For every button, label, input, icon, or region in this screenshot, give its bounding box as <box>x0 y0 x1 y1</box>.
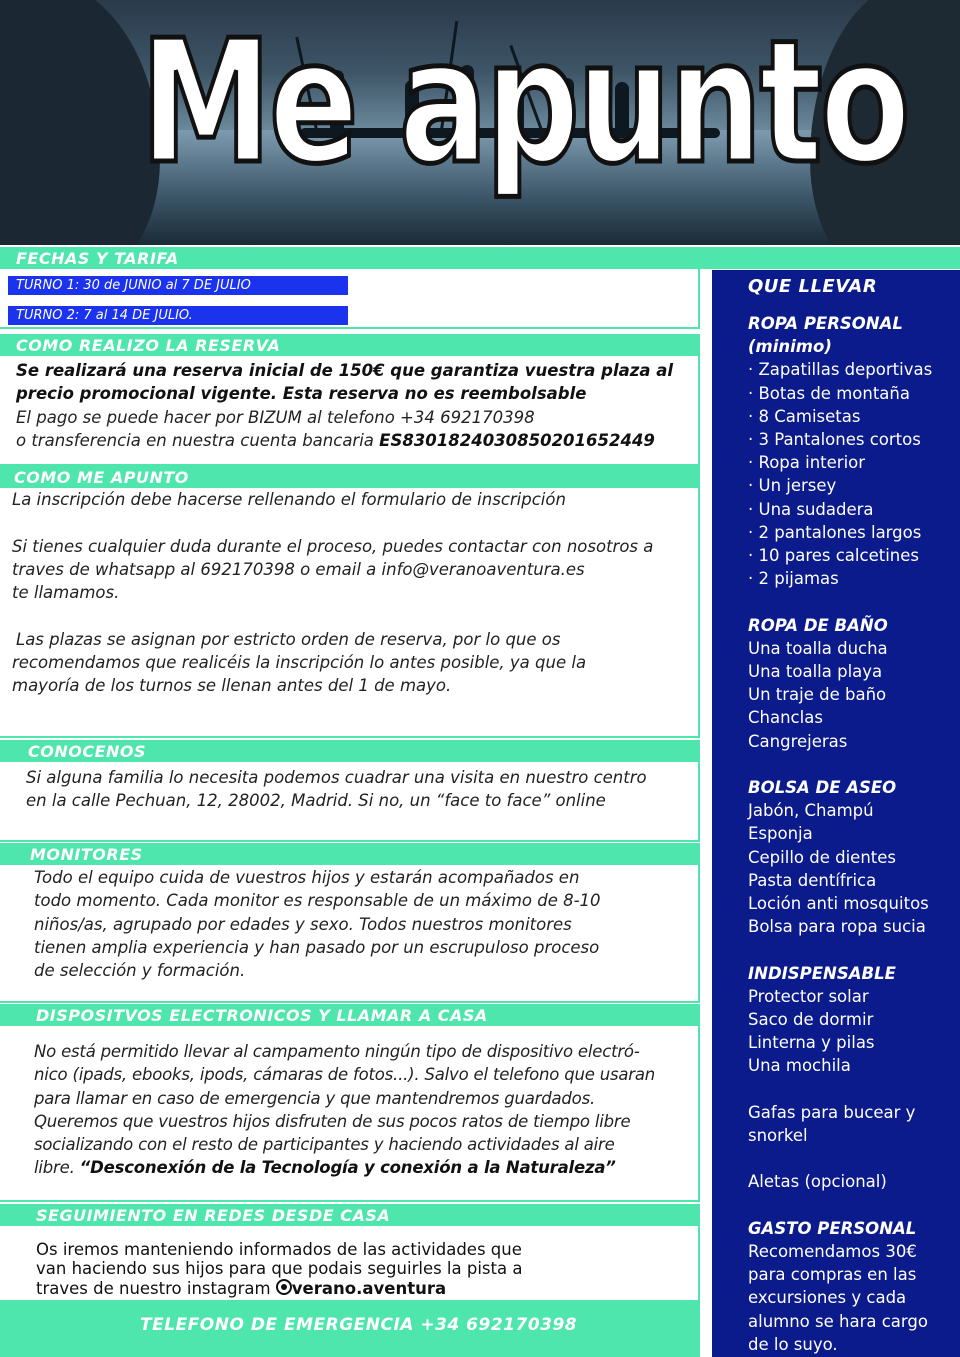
section-heading-monitores: MONITORES <box>30 845 143 864</box>
emergency-phone: TELEFONO DE EMERGENCIA +34 692170398 <box>140 1315 578 1335</box>
reserva-bold-line-1: Se realizará una reserva inicial de 150€ que garantiza vuestra plaza al <box>16 361 674 380</box>
apunto-line: te llamamos. <box>12 583 120 603</box>
section-box-conocenos <box>0 762 700 842</box>
apunto-line: traves de whatsapp al 692170398 o email a <box>12 559 382 579</box>
iban-number: ES8301824030850201652449 <box>379 430 655 450</box>
turno-2-badge: TURNO 2: 7 al 14 DE JULIO. <box>8 306 348 325</box>
list-item: snorkel <box>748 1126 808 1146</box>
apunto-line: La inscripción debe hacerse rellenando el formulario de inscripción <box>12 490 566 509</box>
ropa-personal-heading: ROPA PERSONAL <box>748 314 903 333</box>
seguimiento-line: Os iremos manteniendo informados de las actividades que <box>36 1240 522 1259</box>
dispositivos-text <box>34 1040 698 1180</box>
list-item: Un traje de baño <box>748 685 887 705</box>
list-item: · Una sudadera <box>748 499 874 519</box>
dispositivos-line: libre. <box>34 1158 80 1178</box>
ropa-bano-heading: ROPA DE BAÑO <box>748 615 888 635</box>
list-item: · Un jersey <box>748 476 837 496</box>
section-heading-seguimiento: SEGUIMIENTO EN REDES DESDE CASA <box>36 1206 391 1225</box>
cave-rock-left <box>0 0 160 245</box>
apunto-text <box>12 488 694 698</box>
section-heading-apunto: COMO ME APUNTO <box>14 468 189 487</box>
email-link[interactable]: info@veranoaventura.es <box>381 559 585 579</box>
section-box-monitores <box>0 865 700 1003</box>
apunto-line: mayoría de los turnos se llenan antes del 1 de mayo. <box>12 676 452 696</box>
conocenos-text <box>26 766 696 813</box>
ropa-personal-subheading: (minimo) <box>748 337 832 357</box>
list-item: de lo suyo. <box>748 1334 838 1354</box>
list-item: · 2 pijamas <box>748 569 839 589</box>
list-item: excursiones y cada <box>748 1288 907 1308</box>
section-box-apunto <box>0 488 700 738</box>
dispositivos-line: No está permitido llevar al campamento ningún tipo de dispositivo electró- <box>34 1042 640 1061</box>
seguimiento-text <box>36 1240 676 1298</box>
monitores-text <box>34 866 694 982</box>
list-item: para compras en las <box>748 1265 917 1285</box>
apunto-line: Si tienes cualquier duda durante el proceso, puedes contactar con nosotros a <box>12 536 654 556</box>
list-item: Pasta dentífrica <box>748 870 877 890</box>
instagram-handle[interactable]: verano.aventura <box>291 1279 447 1298</box>
indispensable-heading: INDISPENSABLE <box>748 963 896 983</box>
monitores-line: tienen amplia experiencia y han pasado por un escrupuloso proceso <box>34 937 600 957</box>
list-item: Una toalla playa <box>748 662 883 682</box>
packing-list <box>748 312 958 1356</box>
list-item: Chanclas <box>748 708 823 728</box>
list-item: · Botas de montaña <box>748 383 910 403</box>
emergency-footer <box>0 1301 700 1357</box>
list-item: Bolsa para ropa sucia <box>748 917 926 937</box>
list-item: Aletas (opcional) <box>748 1172 887 1192</box>
reserva-bizum-line: El pago se puede hacer por BIZUM al telefono +34 692170398 <box>16 407 535 427</box>
list-item: alumno se hara cargo <box>748 1311 928 1331</box>
list-item: · 3 Pantalones cortos <box>748 430 921 450</box>
monitores-line: Todo el equipo cuida de vuestros hijos y estarán acompañados en <box>34 868 580 887</box>
instagram-at-icon <box>276 1279 292 1295</box>
section-heading-dispositivos: DISPOSITVOS ELECTRONICOS Y LLAMAR A CASA <box>36 1006 488 1025</box>
list-item: Una toalla ducha <box>748 638 888 658</box>
list-item: Cepillo de dientes <box>748 847 896 867</box>
list-item: · 2 pantalones largos <box>748 522 922 542</box>
monitores-line: todo momento. Cada monitor es responsable de un máximo de 8-10 <box>34 891 601 911</box>
list-item: Protector solar <box>748 986 869 1006</box>
list-item: Jabón, Champú <box>748 801 874 821</box>
reserva-text <box>16 359 696 452</box>
dispositivos-line: Queremos que vuestros hijos disfruten de sus pocos ratos de tiempo libre <box>34 1111 631 1131</box>
section-box-dispositivos <box>0 1026 700 1202</box>
dispositivos-line: nico (ipads, ebooks, ipods, cámaras de fotos...). Salvo el telefono que usaran <box>34 1065 656 1085</box>
dispositivos-line: para llamar en caso de emergencia y que mantendremos guardados. <box>34 1088 596 1108</box>
section-box-reserva <box>0 356 700 466</box>
monitores-line: niños/as, agrupado por edades y sexo. Todos nuestros monitores <box>34 914 572 934</box>
section-box-fechas <box>0 269 700 329</box>
page-title: Me apunto <box>140 4 908 202</box>
list-item: · 10 pares calcetines <box>748 546 919 566</box>
sidebar-que-llevar <box>712 270 960 1357</box>
list-item: Loción anti mosquitos <box>748 894 929 914</box>
list-item: Cangrejeras <box>748 731 848 751</box>
seguimiento-line: van haciendo sus hijos para que podais seguirles la pista a <box>36 1259 523 1278</box>
list-item: Recomendamos 30€ <box>748 1242 917 1262</box>
slogan: “Desconexión de la Tecnología y conexión a la Naturaleza” <box>79 1158 616 1178</box>
gasto-heading: GASTO PERSONAL <box>748 1218 917 1238</box>
section-heading-fechas: FECHAS Y TARIFA <box>16 249 179 268</box>
list-item: Gafas para bucear y <box>748 1102 916 1122</box>
section-heading-conocenos: CONOCENOS <box>28 742 147 761</box>
apunto-line: Las plazas se asignan por estricto orden de reserva, por lo que os <box>16 629 561 649</box>
apunto-line: recomendamos que realicéis la inscripción lo antes posible, ya que la <box>12 653 587 673</box>
reserva-bold-line-2: precio promocional vigente. Esta reserva no es reembolsable <box>16 384 587 404</box>
list-item: Saco de dormir <box>748 1010 874 1030</box>
seguimiento-line: traves de nuestro instagram <box>36 1279 276 1298</box>
monitores-line: de selección y formación. <box>34 961 246 981</box>
dispositivos-line: socializando con el resto de participantes y haciendo actividades al aire <box>34 1135 615 1155</box>
turno-1-badge: TURNO 1: 30 de JUNIO al 7 DE JULIO <box>8 276 348 295</box>
section-heading-reserva: COMO REALIZO LA RESERVA <box>16 336 281 355</box>
list-item: Linterna y pilas <box>748 1033 875 1053</box>
list-item: Una mochila <box>748 1056 851 1076</box>
reserva-transfer-line: o transferencia en nuestra cuenta bancaria <box>16 430 380 450</box>
list-item: · 8 Camisetas <box>748 406 861 426</box>
list-item: · Ropa interior <box>748 453 866 473</box>
list-item: Esponja <box>748 824 813 844</box>
hero-photo <box>0 0 960 245</box>
conocenos-line: Si alguna familia lo necesita podemos cuadrar una visita en nuestro centro <box>26 768 647 787</box>
list-item: · Zapatillas deportivas <box>748 360 933 380</box>
sidebar-title: QUE LLEVAR <box>748 276 878 297</box>
section-box-seguimiento <box>0 1226 700 1302</box>
aseo-heading: BOLSA DE ASEO <box>748 778 897 798</box>
conocenos-line: en la calle Pechuan, 12, 28002, Madrid. Si no, un “face to face” online <box>26 791 606 811</box>
